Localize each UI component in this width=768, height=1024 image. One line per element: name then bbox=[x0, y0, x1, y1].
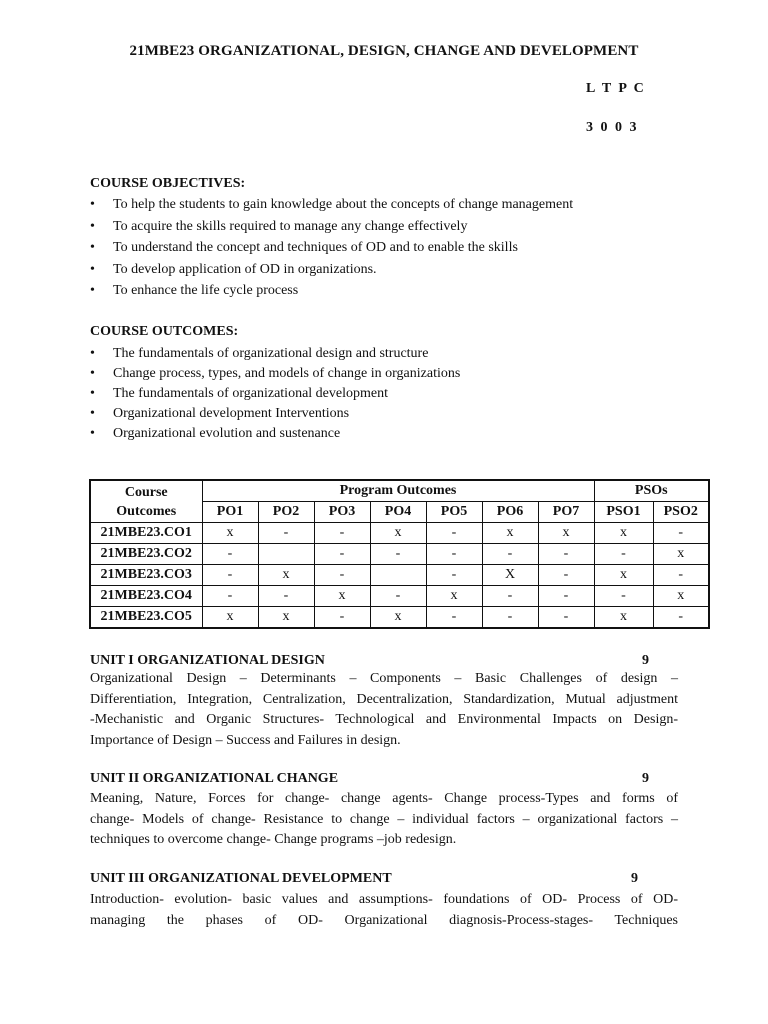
unit-title: UNIT III ORGANIZATIONAL DEVELOPMENT bbox=[90, 871, 392, 886]
column-header: PO5 bbox=[426, 502, 482, 523]
unit-1-line: Differentiation, Integration, Centralization, Decentralization, Standardization, Mutual adjustment bbox=[90, 691, 678, 707]
co-code: 21MBE23.CO4 bbox=[90, 586, 202, 607]
unit-1-line: Importance of Design – Success and Failures in design. bbox=[90, 732, 401, 748]
header-line: Course bbox=[124, 484, 168, 500]
list-item: • Change process, types, and models of change in organizations bbox=[90, 364, 460, 384]
ltpc-label: L T P C bbox=[586, 81, 644, 96]
table-cell: - bbox=[653, 523, 709, 544]
table-cell: x bbox=[653, 586, 709, 607]
table-cell: - bbox=[594, 544, 653, 565]
list-item: • The fundamentals of organizational design and structure bbox=[90, 344, 460, 364]
table-row bbox=[90, 523, 709, 544]
table-cell: - bbox=[482, 607, 538, 629]
table-row bbox=[90, 586, 709, 607]
table-cell: - bbox=[594, 586, 653, 607]
co-po-mapping-table bbox=[89, 479, 710, 629]
table-cell: x bbox=[594, 565, 653, 586]
co-code: 21MBE23.CO1 bbox=[90, 523, 202, 544]
course-outcomes-header bbox=[90, 480, 202, 523]
list-item: • To understand the concept and techniques of OD and to enable the skills bbox=[90, 237, 573, 259]
table-cell: x bbox=[594, 523, 653, 544]
table-cell: - bbox=[426, 544, 482, 565]
unit-3-line: Introduction- evolution- basic values and assumptions- foundations of OD- Process of OD- bbox=[90, 892, 678, 907]
list-item: • To help the students to gain knowledge about the concepts of change management bbox=[90, 194, 573, 216]
column-header: PO4 bbox=[370, 502, 426, 523]
table-cell: - bbox=[482, 586, 538, 607]
table-cell: - bbox=[370, 544, 426, 565]
table-cell: X bbox=[482, 565, 538, 586]
outcomes-heading: COURSE OUTCOMES: bbox=[90, 324, 239, 339]
unit-3-heading bbox=[90, 871, 678, 887]
table-cell: x bbox=[314, 586, 370, 607]
unit-1-heading bbox=[90, 653, 678, 669]
course-title: 21MBE23 ORGANIZATIONAL, DESIGN, CHANGE AND DEVELOPMENT bbox=[129, 43, 639, 59]
unit-hours: 9 bbox=[642, 653, 649, 668]
table-cell: - bbox=[538, 544, 594, 565]
unit-2-heading bbox=[90, 771, 678, 787]
table-cell: x bbox=[653, 544, 709, 565]
table-row bbox=[90, 607, 709, 629]
table-row bbox=[90, 544, 709, 565]
ltpc-values: 3 0 0 3 bbox=[586, 120, 637, 135]
table-cell: x bbox=[594, 607, 653, 629]
table-cell: - bbox=[314, 523, 370, 544]
column-header: PO3 bbox=[314, 502, 370, 523]
unit-title: UNIT I ORGANIZATIONAL DESIGN bbox=[90, 653, 325, 668]
table-cell: x bbox=[202, 607, 258, 629]
unit-2-line: change- Models of change- Resistance to change – individual factors – organizational factors – bbox=[90, 811, 678, 827]
table-cell: - bbox=[538, 586, 594, 607]
table-cell: - bbox=[426, 523, 482, 544]
table-cell: - bbox=[314, 544, 370, 565]
list-item: • Organizational development Interventions bbox=[90, 404, 460, 424]
table-cell: x bbox=[538, 523, 594, 544]
table-cell: x bbox=[258, 607, 314, 629]
column-header: PO2 bbox=[258, 502, 314, 523]
table-cell: x bbox=[258, 565, 314, 586]
list-item: • To enhance the life cycle process bbox=[90, 280, 573, 302]
table-cell: - bbox=[258, 523, 314, 544]
objectives-heading: COURSE OBJECTIVES: bbox=[90, 176, 246, 191]
table-cell: - bbox=[426, 565, 482, 586]
table-cell: x bbox=[370, 607, 426, 629]
program-outcomes-header: Program Outcomes bbox=[202, 480, 594, 502]
psos-header: PSOs bbox=[594, 480, 709, 502]
list-item: • Organizational evolution and sustenance bbox=[90, 424, 460, 444]
list-item: • The fundamentals of organizational development bbox=[90, 384, 460, 404]
table-cell: - bbox=[314, 607, 370, 629]
table-row bbox=[90, 565, 709, 586]
list-item: • To develop application of OD in organizations. bbox=[90, 259, 573, 281]
unit-2-line: Meaning, Nature, Forces for change- change agents- Change process-Types and forms of bbox=[90, 791, 678, 806]
table-cell: - bbox=[202, 565, 258, 586]
table-cell: - bbox=[482, 544, 538, 565]
column-header: PO1 bbox=[202, 502, 258, 523]
table-cell: - bbox=[653, 565, 709, 586]
table-cell: - bbox=[426, 607, 482, 629]
co-code: 21MBE23.CO2 bbox=[90, 544, 202, 565]
unit-hours: 9 bbox=[631, 871, 638, 886]
objectives-list bbox=[90, 194, 573, 302]
table-cell bbox=[370, 565, 426, 586]
outcomes-list bbox=[90, 344, 460, 444]
unit-3-line: managing the phases of OD- Organizational diagnosis-Process-stages- Techniques bbox=[90, 912, 678, 928]
table-cell: x bbox=[426, 586, 482, 607]
table-cell: - bbox=[653, 607, 709, 629]
table-cell: x bbox=[202, 523, 258, 544]
table-cell: - bbox=[370, 586, 426, 607]
table-cell: - bbox=[258, 586, 314, 607]
unit-2-line: techniques to overcome change- Change programs –job redesign. bbox=[90, 832, 457, 847]
table-cell: x bbox=[370, 523, 426, 544]
column-header: PSO1 bbox=[594, 502, 653, 523]
table-cell: x bbox=[482, 523, 538, 544]
unit-1-line: Organizational Design – Determinants – Components – Basic Challenges of design – bbox=[90, 671, 678, 686]
table-cell: - bbox=[538, 565, 594, 586]
column-header: PO6 bbox=[482, 502, 538, 523]
column-header: PSO2 bbox=[653, 502, 709, 523]
unit-hours: 9 bbox=[642, 771, 649, 786]
unit-title: UNIT II ORGANIZATIONAL CHANGE bbox=[90, 771, 339, 786]
table-cell: - bbox=[202, 544, 258, 565]
co-code: 21MBE23.CO5 bbox=[90, 607, 202, 629]
co-code: 21MBE23.CO3 bbox=[90, 565, 202, 586]
table-cell bbox=[258, 544, 314, 565]
column-header: PO7 bbox=[538, 502, 594, 523]
header-line: Outcomes bbox=[116, 503, 177, 519]
list-item: • To acquire the skills required to manage any change effectively bbox=[90, 216, 573, 238]
table-cell: - bbox=[202, 586, 258, 607]
unit-1-line: -Mechanistic and Organic Structures- Technological and Environmental Impacts on Design- bbox=[90, 712, 678, 727]
table-cell: - bbox=[314, 565, 370, 586]
table-cell: - bbox=[538, 607, 594, 629]
